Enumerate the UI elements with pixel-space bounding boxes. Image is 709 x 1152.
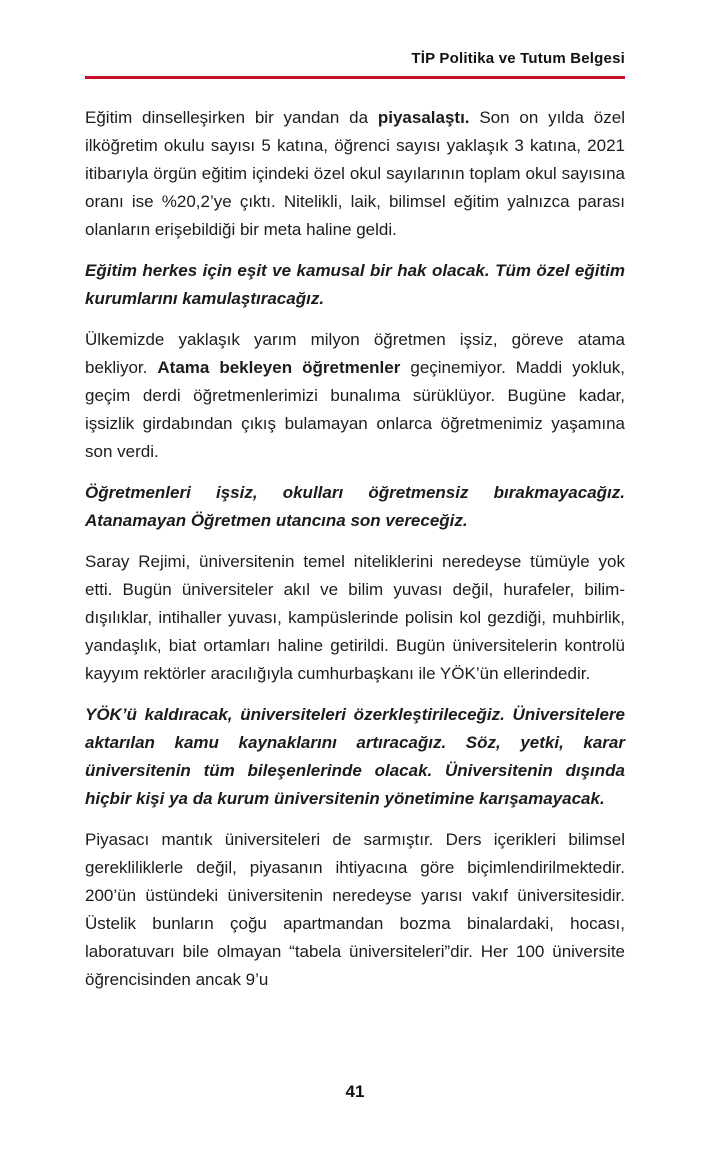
running-head-title: TİP Politika ve Tutum Belgesi (411, 50, 625, 67)
text-run: Eğitim herkes için eşit ve kamusal bir hak olacak. Tüm özel eğitim kurumlarını kamulaştıracağız. (85, 261, 625, 308)
text-run: Saray Rejimi, üniversitenin temel niteliklerini neredeyse tümüyle yok etti. Bugün üniversiteler akıl ve bilim yuvası değil, hurafeler, bilim-dışılıklar, intihaller yuvası, kampüslerinde polisin kol gezdiği, muhbirlik, yandaşlık, biat ortamları haline getirildi. Bugün üniversitelerin kontrolü kayyım rektörler aracılığıyla cumhurbaşkanı ile YÖK’ün ellerindedir. (85, 552, 625, 683)
text-run: geçinemiyor. Maddi yokluk, geçim derdi öğretmenlerimizi bunalıma sürüklüyor. Bugüne kadar, işsizlik girdabından çıkış bulamayan onlarca öğretmenimiz yaşamına son verdi. (85, 358, 626, 461)
paragraph-pledge-teachers (85, 479, 625, 535)
page-header (85, 50, 625, 79)
text-run-bold: Atama bekleyen öğretmenler (157, 358, 401, 377)
text-run: Eğitim dinselleşirken bir yandan da (85, 108, 378, 127)
paragraph-pledge-public-education (85, 257, 625, 313)
text-run: Ülkemizde yaklaşık yarım milyon öğretmen işsiz, göreve atama bekliyor. (85, 330, 625, 377)
paragraph-market-logic-universities (85, 826, 625, 994)
paragraph-unemployed-teachers (85, 326, 625, 466)
header-rule (85, 76, 625, 79)
text-run: Piyasacı mantık üniversiteleri de sarmıştır. Ders içerikleri bilimsel gerekliliklerle değil, piyasanın ihtiyacına göre biçimlendirilmektedir. 200’ün üstündeki üniversitenin neredeyse yarısı vakıf üniversitesidir. Üstelik bunların çoğu apartmandan bozma binalardaki, hocası, laboratuvarı bile olmayan “tabela üniversiteleri”dir. Her 100 üniversite öğrencisinden ancak 9’u (85, 830, 625, 989)
text-run: YÖK’ü kaldıracak, üniversiteleri özerkleştirileceğiz. Üniversitelere aktarılan kamu kaynaklarını artıracağız. Söz, yetki, karar üniversitenin tüm bileşenlerinde olacak. Üniversitenin dışında hiçbir kişi ya da kurum üniversitenin yönetimine karışamayacak. (85, 705, 625, 808)
page-footer (85, 1082, 625, 1152)
text-run: Öğretmenleri işsiz, okulları öğretmensiz bırakmayacağız. Atanamayan Öğretmen utancına son vereceğiz. (85, 483, 625, 530)
text-run-bold: piyasalaştı. (377, 108, 470, 127)
paragraph-universities-regime (85, 548, 625, 688)
page-number: 41 (345, 1082, 365, 1101)
page-body (85, 104, 625, 1007)
text-run: Son on yılda özel ilköğretim okulu sayısı 5 katına, öğrenci sayısı yaklaşık 3 katına, 2021 itibarıyla örgün eğitim içindeki özel okul sayılarının toplam okul sayısına oranı ise %20,2’ye çıktı. Nitelikli, laik, bilimsel eğitim yalnızca parası olanların erişebildiği bir meta haline geldi. (85, 108, 625, 239)
paragraph-pledge-universities (85, 701, 625, 813)
paragraph-education-marketized (85, 104, 625, 244)
